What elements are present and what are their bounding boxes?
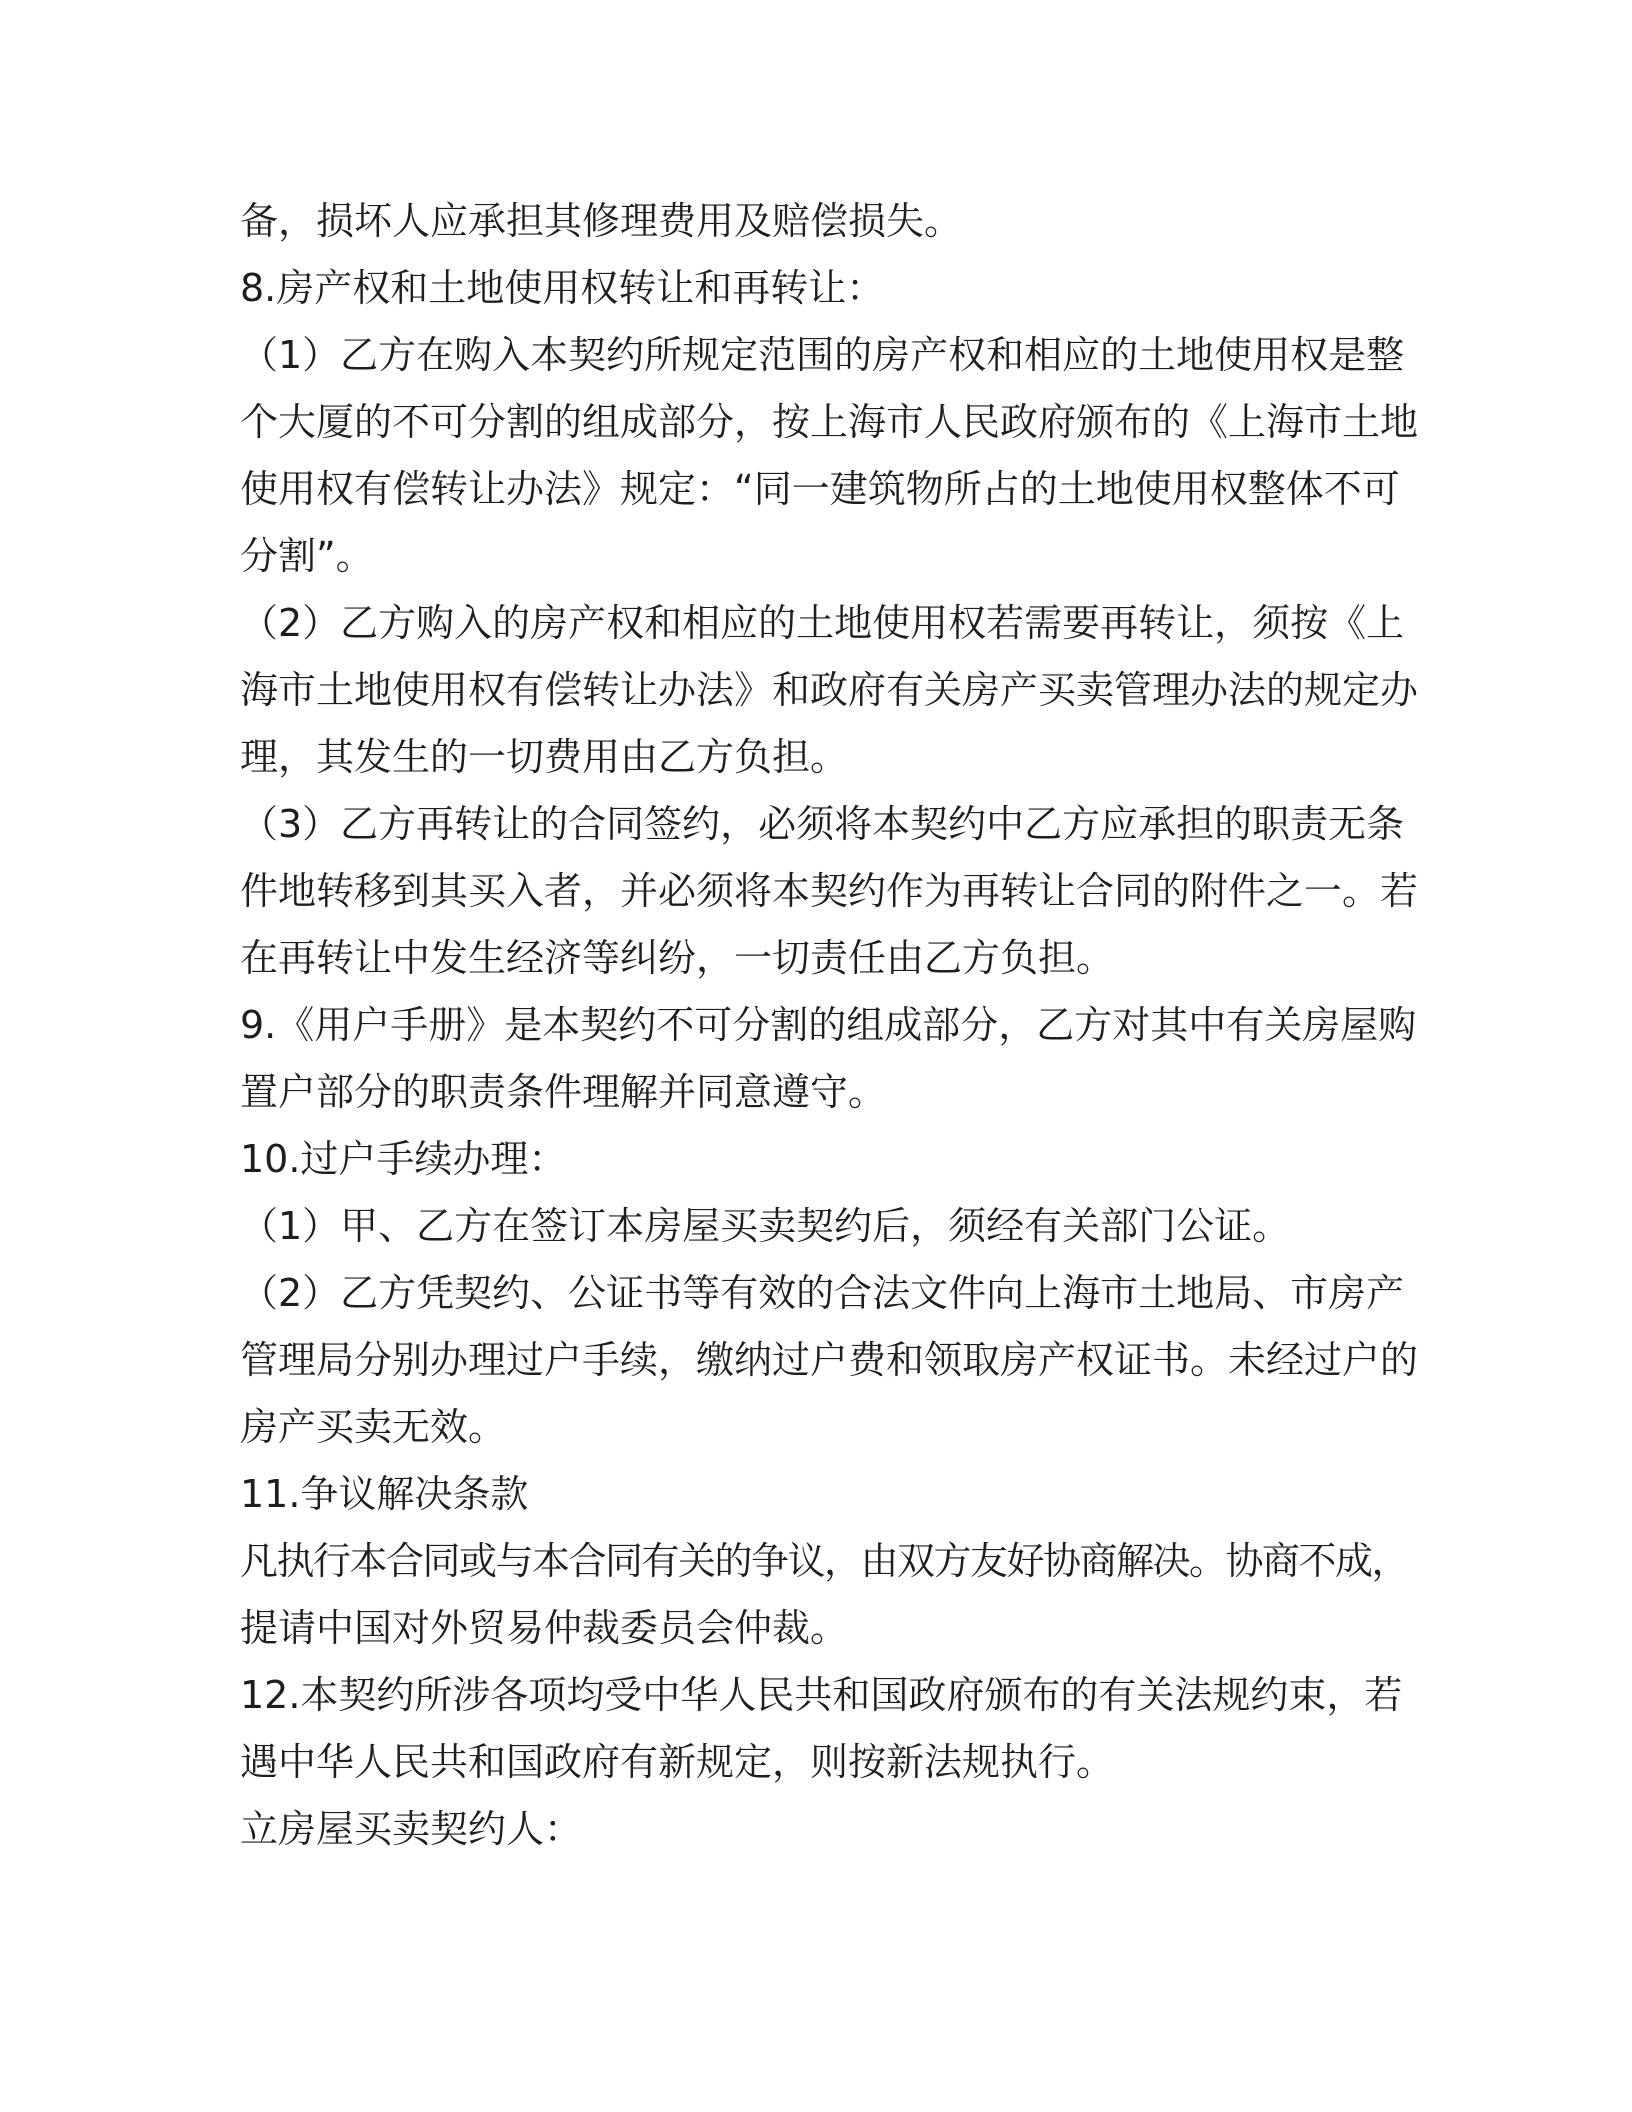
text-line: 遇中华人民共和国政府有新规定，则按新法规执行。 [240,1740,1115,1784]
text-line: 分割”。 [240,534,374,578]
text-line: 备，损坏人应承担其修理费用及赔偿损失。 [240,199,963,243]
clause-10-heading: 10.过户手续办理： [240,1137,567,1181]
text-line: （3）乙方再转让的合同签约，必须将本契约中乙方应承担的职责无条 [240,802,1405,846]
text-line: 提请中国对外贸易仲裁委员会仲裁。 [240,1606,849,1650]
text-line: 使用权有偿转让办法》规定：“同一建筑物所占的土地使用权整体不可 [240,467,1400,511]
text-line: 件地转移到其买入者，并必须将本契约作为再转让合同的附件之一。若 [240,869,1419,913]
text-line: 房产买卖无效。 [240,1405,507,1449]
text-line: 在再转让中发生经济等纠纷，一切责任由乙方负担。 [240,936,1115,980]
clause-8-heading: 8.房产权和土地使用权转让和再转让： [240,266,885,310]
text-line: （1）乙方在购入本契约所规定范围的房产权和相应的土地使用权是整 [240,333,1405,377]
text-line: 管理局分别办理过户手续，缴纳过户费和领取房产权证书。未经过户的 [240,1338,1419,1382]
text-line: （1）甲、乙方在签订本房屋买卖契约后，须经有关部门公证。 [240,1204,1291,1248]
text-line: 个大厦的不可分割的组成部分，按上海市人民政府颁布的《上海市土地 [240,400,1419,444]
text-line: 凡执行本合同或与本合同有关的争议，由双方友好协商解决。协商不成， [240,1539,1409,1583]
text-line: 理，其发生的一切费用由乙方负担。 [240,735,849,779]
clause-11-heading: 11.争议解决条款 [240,1472,529,1516]
text-line: 海市土地使用权有偿转让办法》和政府有关房产买卖管理办法的规定办 [240,668,1419,712]
contract-body [240,188,1419,1863]
clause-12-text: 12.本契约所涉各项均受中华人民共和国政府颁布的有关法规约束，若 [240,1673,1403,1717]
clause-9-text: 9.《用户手册》是本契约不可分割的组成部分，乙方对其中有关房屋购 [240,1003,1417,1047]
text-line: （2）乙方凭契约、公证书等有效的合法文件向上海市土地局、市房产 [240,1271,1405,1315]
signatory-label: 立房屋买卖契约人： [240,1807,583,1851]
text-line: 置户部分的职责条件理解并同意遵守。 [240,1070,887,1114]
text-line: （2）乙方购入的房产权和相应的土地使用权若需要再转让，须按《上 [240,601,1405,645]
